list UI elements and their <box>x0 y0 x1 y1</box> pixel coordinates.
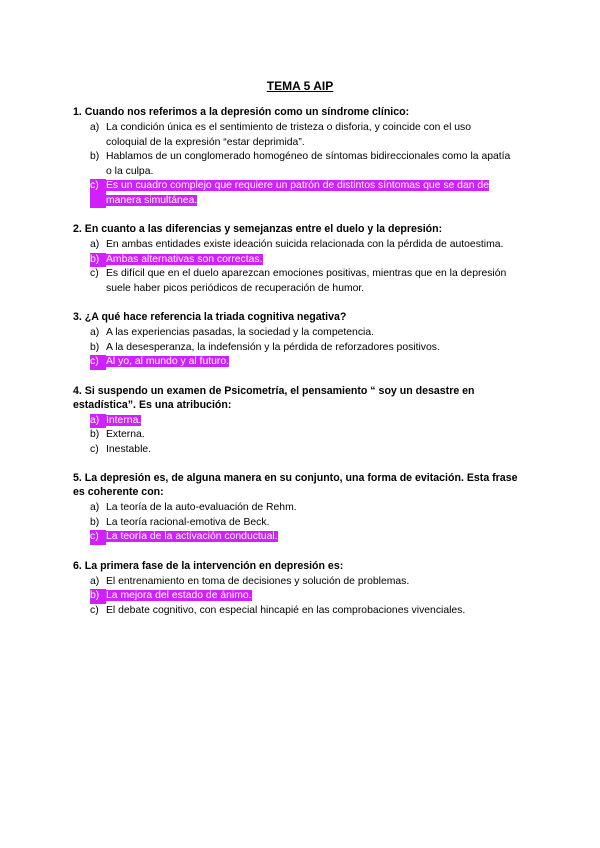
question-6 <box>73 559 528 619</box>
option-text: La teoría de la auto-evaluación de Rehm. <box>106 502 297 513</box>
options-list <box>73 575 528 619</box>
option-c <box>73 604 528 619</box>
option-b <box>73 341 528 356</box>
option-letter: b) <box>90 341 100 353</box>
option-c-highlighted <box>73 530 528 545</box>
question-text: 1. Cuando nos referimos a la depresión como un síndrome clínico: <box>73 106 410 118</box>
question-text: 6. La primera fase de la intervención en depresión es: <box>73 559 344 572</box>
option-text: Es difícil que en el duelo aparezcan emociones positivas, mientras que en la depresión suele haber picos periódicos de recuperación de humor. <box>106 268 507 294</box>
option-text: La condición única es el sentimiento de tristeza o disforia, y coincide con el uso coloquial de la expresión “estar deprimida”. <box>106 122 472 148</box>
page-title: TEMA 5 AIP <box>266 79 334 93</box>
question-1 <box>73 105 528 208</box>
option-letter: c) <box>90 604 99 616</box>
option-b <box>73 516 528 531</box>
question-text: 2. En cuanto a las diferencias y semejanzas entre el duelo y la depresión: <box>73 223 443 235</box>
option-text: Externa. <box>106 429 145 440</box>
option-letter: a) <box>90 239 100 250</box>
question-4 <box>73 384 528 458</box>
option-text: A las experiencias pasadas, la sociedad y la competencia. <box>106 327 375 338</box>
option-text: A la desesperanza, la indefensión y la pérdida de reforzadores positivos. <box>106 341 440 353</box>
option-b-highlighted <box>73 589 528 604</box>
option-text: La teoría racional-emotiva de Beck. <box>106 516 270 528</box>
option-letter: c) <box>90 355 106 370</box>
option-letter: b) <box>90 589 106 604</box>
options-list <box>73 238 528 296</box>
option-letter: c) <box>90 443 99 455</box>
option-a <box>73 121 528 150</box>
question-text: 3. ¿A qué hace referencia la triada cognitiva negativa? <box>73 311 347 323</box>
option-text: Es un cuadro complejo que requiere un patrón de distintos síntomas que se dan de manera simultánea. <box>106 180 489 206</box>
option-c <box>73 267 528 296</box>
question-list <box>73 105 528 632</box>
question-text: 4. Si suspendo un examen de Psicometría, el pensamiento “ soy un desastre en estadística”. Es una atribución: <box>73 384 475 411</box>
option-b <box>73 428 528 443</box>
option-b <box>73 150 528 179</box>
option-letter: c) <box>90 268 99 279</box>
option-letter: b) <box>90 151 100 162</box>
question-text: 5. La depresión es, de alguna manera en su conjunto, una forma de evitación. Esta frase es coherente con: <box>73 472 518 498</box>
option-c <box>73 443 528 458</box>
option-letter: c) <box>90 179 106 208</box>
option-text: Ambas alternativas son correctas. <box>106 253 263 265</box>
option-a <box>73 326 528 341</box>
question-3 <box>73 310 528 370</box>
options-list <box>73 326 528 370</box>
option-text: El debate cognitivo, con especial hincapié en las comprobaciones vivenciales. <box>106 604 466 616</box>
option-a <box>73 575 528 590</box>
options-list <box>73 121 528 208</box>
option-text: La teoría de la activación conductual. <box>106 531 278 542</box>
option-letter: a) <box>90 575 100 587</box>
option-c-highlighted <box>73 355 528 370</box>
option-c-highlighted <box>73 179 528 208</box>
option-text: El entrenamiento en toma de decisiones y solución de problemas. <box>106 575 410 587</box>
question-2 <box>73 222 528 296</box>
question-5 <box>73 471 528 545</box>
option-text: Al yo, al mundo y al futuro. <box>106 356 230 367</box>
option-text: Interna. <box>106 414 142 426</box>
option-letter: a) <box>90 122 100 133</box>
option-text: En ambas entidades existe ideación suicida relacionada con la pérdida de autoestima. <box>106 239 504 250</box>
option-letter: a) <box>90 502 100 513</box>
option-text: Inestable. <box>106 443 152 455</box>
option-letter: b) <box>90 516 100 528</box>
options-list <box>73 501 528 545</box>
option-letter: b) <box>90 253 106 268</box>
option-letter: a) <box>90 414 106 429</box>
option-b-highlighted <box>73 253 528 268</box>
option-text: La mejora del estado de ánimo. <box>106 590 252 601</box>
option-a <box>73 501 528 516</box>
option-text: Hablamos de un conglomerado homogéneo de síntomas bidireccionales como la apatía o la culpa. <box>106 151 511 177</box>
option-letter: a) <box>90 327 100 338</box>
option-a <box>73 238 528 253</box>
options-list <box>73 414 528 458</box>
option-letter: b) <box>90 429 100 440</box>
option-a-highlighted <box>73 414 528 429</box>
option-letter: c) <box>90 530 106 545</box>
